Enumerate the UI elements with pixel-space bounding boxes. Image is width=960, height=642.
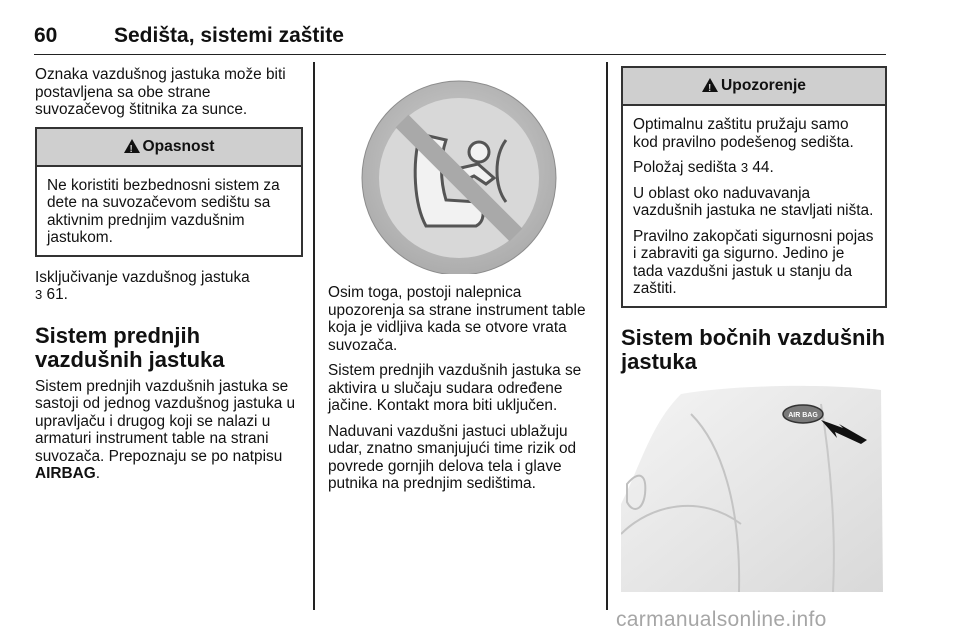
- column-divider: [313, 62, 315, 610]
- column-1: [35, 66, 303, 491]
- front-airbag-heading: Sistem prednjih vazdušnih jastuka: [35, 322, 225, 372]
- warning-p4: Pravilno zakopčati sigurnosni pojas i zabraviti ga sigurno. Jedino je tada vazdušni jastuk u stanju da zaštiti.: [633, 227, 874, 297]
- warning-triangle-icon: [702, 78, 718, 92]
- intro-paragraph: Oznaka vazdušnog jastuka može biti postavljena sa obe strane suvozačevog štitnika za sunce.: [35, 66, 286, 118]
- reference-arrow-icon: 3: [740, 160, 749, 175]
- deactivation-text: Isključivanje vazdušnog jastuka: [35, 268, 250, 286]
- column-2: [328, 66, 598, 501]
- danger-box: [35, 127, 303, 257]
- activation-paragraph: Sistem prednjih vazdušnih jastuka se aktivira u slučaju sudara određene jačine. Kontakt mora biti uključen.: [328, 362, 582, 414]
- side-airbag-seat-illustration: [621, 384, 885, 592]
- inflated-airbag-paragraph: Naduvani vazdušni jastuci ublažuju udar, znatno smanjujući time rizik od povrede gornjih delova tela i glave putnika na prednjim sedištima.: [328, 422, 577, 492]
- warning-triangle-icon: [124, 139, 140, 153]
- danger-title: Opasnost: [142, 137, 215, 155]
- warning-label-paragraph: Osim toga, postoji nalepnica upozorenja sa strane instrument table koja je vidljiva kada se otvore vrata suvozača.: [328, 284, 586, 354]
- deactivation-ref: 61.: [46, 286, 68, 303]
- no-child-seat-illustration: [328, 74, 590, 274]
- seat-position-ref: 44.: [752, 159, 774, 176]
- airbag-badge-label: AIR BAG: [788, 411, 818, 419]
- column-3: [621, 66, 887, 592]
- warning-title: Upozorenje: [721, 77, 806, 95]
- warning-p2: [633, 159, 875, 177]
- prohibition-sign-icon: [328, 74, 590, 274]
- watermark: carmanualsonline.info: [616, 608, 827, 631]
- column-divider: [606, 62, 608, 610]
- reference-arrow-icon: 3: [35, 287, 43, 302]
- front-airbag-text: Sistem prednjih vazdušnih jastuka se sastoji od jednog vazdušnog jastuka u upravljaču i drugog koji se nalazi u armaturi instrument table na strani suvozača. Prepoznaju se po natpisu: [35, 377, 296, 465]
- chapter-title: Sedišta, sistemi zaštite: [114, 24, 344, 47]
- sentence-end: .: [95, 465, 100, 482]
- side-airbag-heading: Sistem bočnih vazdušnih jastuka: [621, 324, 886, 374]
- warning-p3: U oblast oko naduvavanja vazdušnih jastuka ne stavljati ništa.: [633, 184, 874, 219]
- danger-text: Ne koristiti bezbednosni sistem za dete na suvozačevom sedištu sa aktivnim prednjim vazdušnim jastukom.: [47, 176, 280, 246]
- front-airbag-paragraph: [35, 378, 303, 483]
- seat-position-text: Položaj sedišta: [633, 159, 737, 176]
- airbag-label: AIRBAG: [35, 465, 96, 482]
- deactivation-paragraph: [35, 269, 303, 304]
- danger-box-header: [37, 129, 301, 167]
- danger-box-body: [37, 167, 301, 255]
- warning-box-body: [623, 106, 885, 306]
- warning-p1: Optimalnu zaštitu pružaju samo kod pravilno podešenog sedišta.: [633, 116, 854, 151]
- page-header: [34, 22, 886, 55]
- page-number: 60: [34, 24, 58, 47]
- seat-illustration-icon: [621, 384, 885, 592]
- warning-box: [621, 66, 887, 308]
- warning-box-header: [623, 68, 885, 106]
